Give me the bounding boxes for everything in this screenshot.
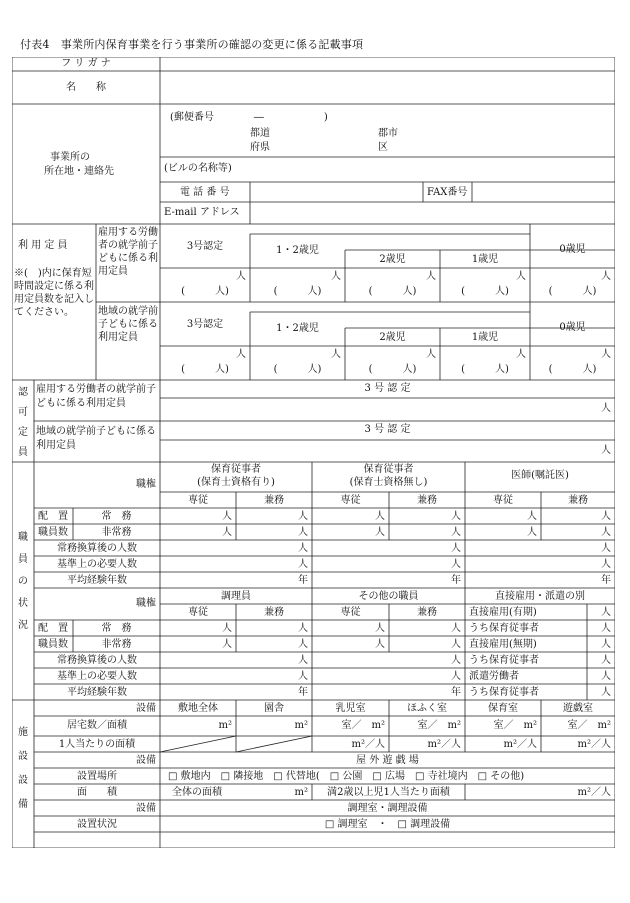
h1-kenmu: 兼務 [264,495,284,506]
s2-r2-c4: 人 [451,639,461,650]
d-r5: 人 [601,671,611,682]
cap2-nin-2: 人 [331,349,341,360]
cap1-nin-4: 人 [516,271,526,282]
other-kenmu: 兼務 [417,607,437,618]
s1-r1-c4: 人 [451,511,461,522]
h3-senju: 専従 [493,495,513,506]
haken-uchi: うち保育従事者 [469,687,539,698]
kijun-label-1: 基準上の必要人数 [57,559,137,570]
capacity-label: 利 用 定 員 [18,240,68,251]
h1-senju: 専従 [188,495,208,506]
tel-label: 電 話 番 号 [180,187,230,198]
per-2y-label: 満2歳以上児1人当たり面積 [327,787,450,798]
direct-no-uchi: うち保育従事者 [469,655,539,666]
s2-r5-c1: 年 [298,687,308,698]
furigana-label: フ リ ガ ナ [61,58,111,69]
kitchen-options[interactable]: □ 調理室 ・ □ 調理設備 [324,819,451,830]
s1-r1-c1: 人 [222,511,232,522]
staff-role-label-2: 職権 [136,598,156,609]
s1-r1-c2: 人 [298,511,308,522]
approved-local-label: 地域の就学前子どもに係る利用定員 [36,426,156,451]
cap2-nin-5: 人 [601,349,611,360]
facility-col-1: 園舎 [264,703,284,714]
per-2y-unit: m²／人 [577,787,611,798]
prefecture-label-1: 都道 [250,128,270,139]
keiken-label-1: 平均経験年数 [67,575,127,586]
s2-r2-c3: 人 [375,639,385,650]
cap2-age2: 2歳児 [379,332,406,343]
approved-employee-label: 雇用する労働者の就学前子どもに係る利用定員 [36,384,156,409]
s2-r4-c1: 人 [298,671,308,682]
cap2-cert3: 3号認定 [186,319,224,330]
facility-label: 施設設備 [18,727,28,810]
header-doctor: 医師(嘱託医) [511,470,569,481]
cap1-age0: 0歳児 [559,244,586,255]
s2-r3-c1: 人 [298,655,308,666]
s1-r4-c1: 人 [298,559,308,570]
per-c3: m²／人 [351,739,385,750]
per-c6: m²／人 [577,739,611,750]
cap1-age1: 1歳児 [471,254,499,265]
name-label: 名 称 [66,82,106,93]
per-c4: m²／人 [427,739,461,750]
s2-r5-c2: 年 [451,687,461,698]
capacity-local-label: 地域の就学前子どもに係る利用定員 [98,306,158,343]
cap1-paren-2: ( 人) [273,286,322,297]
s1-r2-c3: 人 [375,527,385,538]
email-label: E-mail アドレス [164,207,240,218]
s1-r5-c2: 年 [451,575,461,586]
s2-r3-c2: 人 [451,655,461,666]
d-r4: 人 [601,655,611,666]
total-area-unit: m² [294,787,308,798]
facility-col-2: 乳児室 [335,703,366,714]
d-r1: 人 [601,607,611,618]
cap1-age2: 2歳児 [379,254,406,265]
total-area-label: 全体の面積 [172,787,222,798]
hijoukin-label-1: 非常務 [101,527,132,538]
per-c5: m²／人 [503,739,537,750]
approved-label: 認可定員 [18,387,28,458]
gunshi-label: 郡市 [378,128,398,139]
capacity-note: ※( )内に保育短時間設定に係る利用定員数を記入してください。 [14,268,94,318]
cap2-paren-5: ( 人) [548,364,597,375]
fax-label: FAX番号 [427,187,468,198]
address-label-line1: 事業所の [50,152,90,163]
cap2-paren-3: ( 人) [368,364,417,375]
place-options[interactable]: □ 敷地内 □ 隣接地 □ 代替地( □ 公園 □ 広場 □ 寺社境内 □ その他) [168,771,525,782]
cap1-paren-1: ( 人) [181,286,229,297]
other-senju: 専従 [340,607,361,618]
cap1-nin-3: 人 [426,271,436,282]
postal-code-field: (郵便番号 ― ) [170,112,328,123]
kansan-label-1: 常務換算後の人数 [57,543,137,554]
header-other: その他の職員 [358,591,419,602]
kansan-label-2: 常務換算後の人数 [57,655,137,666]
cap1-cert3: 3号認定 [186,241,224,252]
facility-col-3: ほふく室 [407,703,447,714]
s1-r2-c2: 人 [298,527,308,538]
s1-r2-c5: 人 [527,527,537,538]
s1-r3-c2: 人 [451,543,461,554]
facility-setsubi-3: 設備 [136,803,156,814]
cap1-nin-1: 人 [236,271,246,282]
kyotaku-c2: m² [294,720,308,731]
cap2-paren-4: ( 人) [461,364,509,375]
joukin-label-1: 常 務 [101,511,132,522]
approved-cert-1: 3 号 認 定 [364,383,411,394]
kyotaku-c3: 室／ m² [341,720,385,731]
s1-r2-c6: 人 [601,527,611,538]
facility-col-0: 敷地全体 [178,703,218,714]
cap1-paren-5: ( 人) [548,286,597,297]
header-direct: 直接雇用・派遣の別 [495,591,585,602]
s2-r1-c3: 人 [375,623,385,634]
approved-nin-1: 人 [601,403,611,414]
s1-r3-c1: 人 [298,543,308,554]
building-name-label: (ビルの名称等) [164,163,232,174]
cap1-paren-4: ( 人) [461,286,509,297]
d-r2: 人 [601,623,611,634]
s2-r1-c1: 人 [222,623,232,634]
cap2-age1: 1歳児 [471,332,499,343]
s2-r2-c1: 人 [222,639,232,650]
staff-label: 職員の状況 [18,532,28,631]
per-area-label: 1人当たりの面積 [58,739,136,750]
cap2-age0: 0歳児 [559,322,586,333]
kyotaku-c6: 室／ m² [567,720,611,731]
cap1-nin-2: 人 [331,271,341,282]
kyotaku-c5: 室／ m² [493,720,537,731]
facility-col-4: 保育室 [488,703,518,714]
s1-r1-c6: 人 [601,511,611,522]
s1-r5-c1: 年 [298,575,308,586]
s1-r3-c3: 人 [601,543,611,554]
cap2-paren-2: ( 人) [273,364,322,375]
d-r6: 人 [601,687,611,698]
address-label-line2: 所在地・連絡先 [44,166,114,177]
header-unqualified-2: (保育士資格無し) [349,477,428,488]
capacity-employee-label: 雇用する労働者の就学前子どもに係る利用定員 [98,227,158,277]
s1-r4-c2: 人 [451,559,461,570]
keiken-label-2: 平均経験年数 [67,687,127,698]
shokuin-label-1: 職員数 [38,527,68,538]
s1-r4-c3: 人 [601,559,611,570]
approved-nin-2: 人 [601,445,611,456]
facility-col-5: 遊戯室 [563,703,593,714]
s2-r1-c2: 人 [298,623,308,634]
shokuin-label-2: 職員数 [38,639,68,650]
kyotaku-c1: m² [218,720,232,731]
cap2-nin-4: 人 [516,349,526,360]
cap2-nin-3: 人 [426,349,436,360]
prefecture-label-2: 府県 [250,142,270,153]
h2-senju: 専従 [340,495,361,506]
h3-kenmu: 兼務 [568,495,588,506]
s2-r2-c2: 人 [298,639,308,650]
header-unqualified-1: 保育従事者 [363,464,414,475]
cook-senju: 専従 [188,607,208,618]
direct-yes-uchi: うち保育従事者 [469,623,539,634]
haichi-label-2: 配 置 [38,623,68,634]
cap2-age12: 1・2歳児 [276,323,319,334]
cap1-nin-5: 人 [601,271,611,282]
area-label: 面 積 [77,787,117,798]
application-form-table [12,57,615,848]
s1-r2-c4: 人 [451,527,461,538]
s2-r1-c4: 人 [451,623,461,634]
kyotaku-c4: 室／ m² [417,720,461,731]
direct-yes-label: 直接雇用(有期) [469,607,537,618]
place-label: 設置場所 [77,771,117,782]
direct-no-label: 直接雇用(無期) [469,639,537,650]
cook-kenmu: 兼務 [264,607,284,618]
page-title: 付表4 事業所内保育事業を行う事業所の確認の変更に係る記載事項 [20,38,364,51]
cap1-age12: 1・2歳児 [276,245,319,256]
s2-r4-c2: 人 [451,671,461,682]
h2-kenmu: 兼務 [417,495,437,506]
s1-r5-c3: 年 [601,575,611,586]
header-cook: 調理員 [221,591,251,602]
staff-role-label-1: 職権 [136,479,156,490]
s1-r1-c5: 人 [527,511,537,522]
kijun-label-2: 基準上の必要人数 [57,671,137,682]
header-qualified-2: (保育士資格有り) [197,477,275,488]
status-label: 設置状況 [77,819,117,830]
joukin-label-2: 常 務 [101,623,132,634]
hijoukin-label-2: 非常務 [101,639,132,650]
facility-setsubi-1: 設備 [136,703,156,714]
header-qualified-1: 保育従事者 [211,464,261,475]
kyotaku-label: 居宅数／面積 [67,720,127,731]
s1-r1-c3: 人 [375,511,385,522]
cap2-nin-1: 人 [236,349,246,360]
cap1-paren-3: ( 人) [368,286,417,297]
outdoor-play-label: 屋 外 遊 戯 場 [356,755,419,766]
haken-label: 派遣労働者 [469,671,519,682]
ku-label: 区 [378,142,388,153]
kitchen-label: 調理室・調理設備 [347,803,428,814]
haichi-label-1: 配 置 [38,511,68,522]
approved-cert-2: 3 号 認 定 [364,424,411,435]
s1-r2-c1: 人 [222,527,232,538]
facility-setsubi-2: 設備 [136,755,156,766]
d-r3: 人 [601,639,611,650]
cap2-paren-1: ( 人) [181,364,229,375]
